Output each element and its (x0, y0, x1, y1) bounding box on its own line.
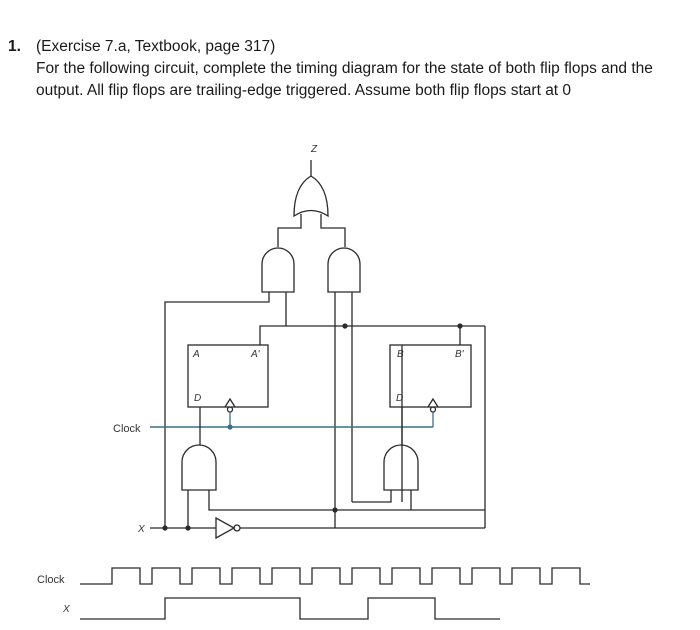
ffb-q-label: B (397, 349, 404, 360)
problem-number: 1. (8, 38, 21, 55)
and-gate-bottom-left (182, 445, 216, 490)
x-waveform (80, 598, 500, 619)
and-gate-bottom-right (384, 445, 418, 490)
ffa-clock-triangle (225, 399, 235, 407)
timing-clock-label: Clock (37, 574, 65, 586)
inverter (216, 518, 234, 538)
ffb-clock-bubble (431, 407, 436, 412)
wire-and3-right (209, 490, 485, 510)
timing-x-label: X (63, 604, 70, 615)
ffa-q-label: A (193, 349, 200, 360)
clock-label: Clock (113, 423, 141, 435)
wire-x-to-and1 (165, 292, 269, 528)
and-gate-top-right (328, 248, 360, 292)
clock-waveform (80, 568, 590, 584)
problem-text: For the following circuit, complete the timing diagram for the state of both flip flops and the output. All flip flops are trailing-edge triggered. Assume both flip flops start at 0 (36, 60, 653, 99)
wire-or-in-left (278, 214, 301, 247)
wire-and4-left (352, 490, 391, 502)
problem-heading: (Exercise 7.a, Textbook, page 317) (36, 38, 276, 55)
output-label-z: Z (311, 144, 318, 155)
ffb-clock-triangle (428, 399, 438, 407)
ffa-qbar-label: A' (251, 349, 260, 360)
and-gate-top-left (262, 248, 294, 292)
wire-aq-to-and1 (260, 292, 286, 345)
ffb-qbar-label: B' (455, 349, 464, 360)
wire-or-in-right (321, 214, 345, 247)
input-x-label: X (138, 524, 145, 535)
or-gate (294, 176, 328, 216)
ffa-d-label: D (194, 393, 202, 404)
ffb-d-label: D (396, 393, 404, 404)
ffa-clock-bubble (228, 407, 233, 412)
